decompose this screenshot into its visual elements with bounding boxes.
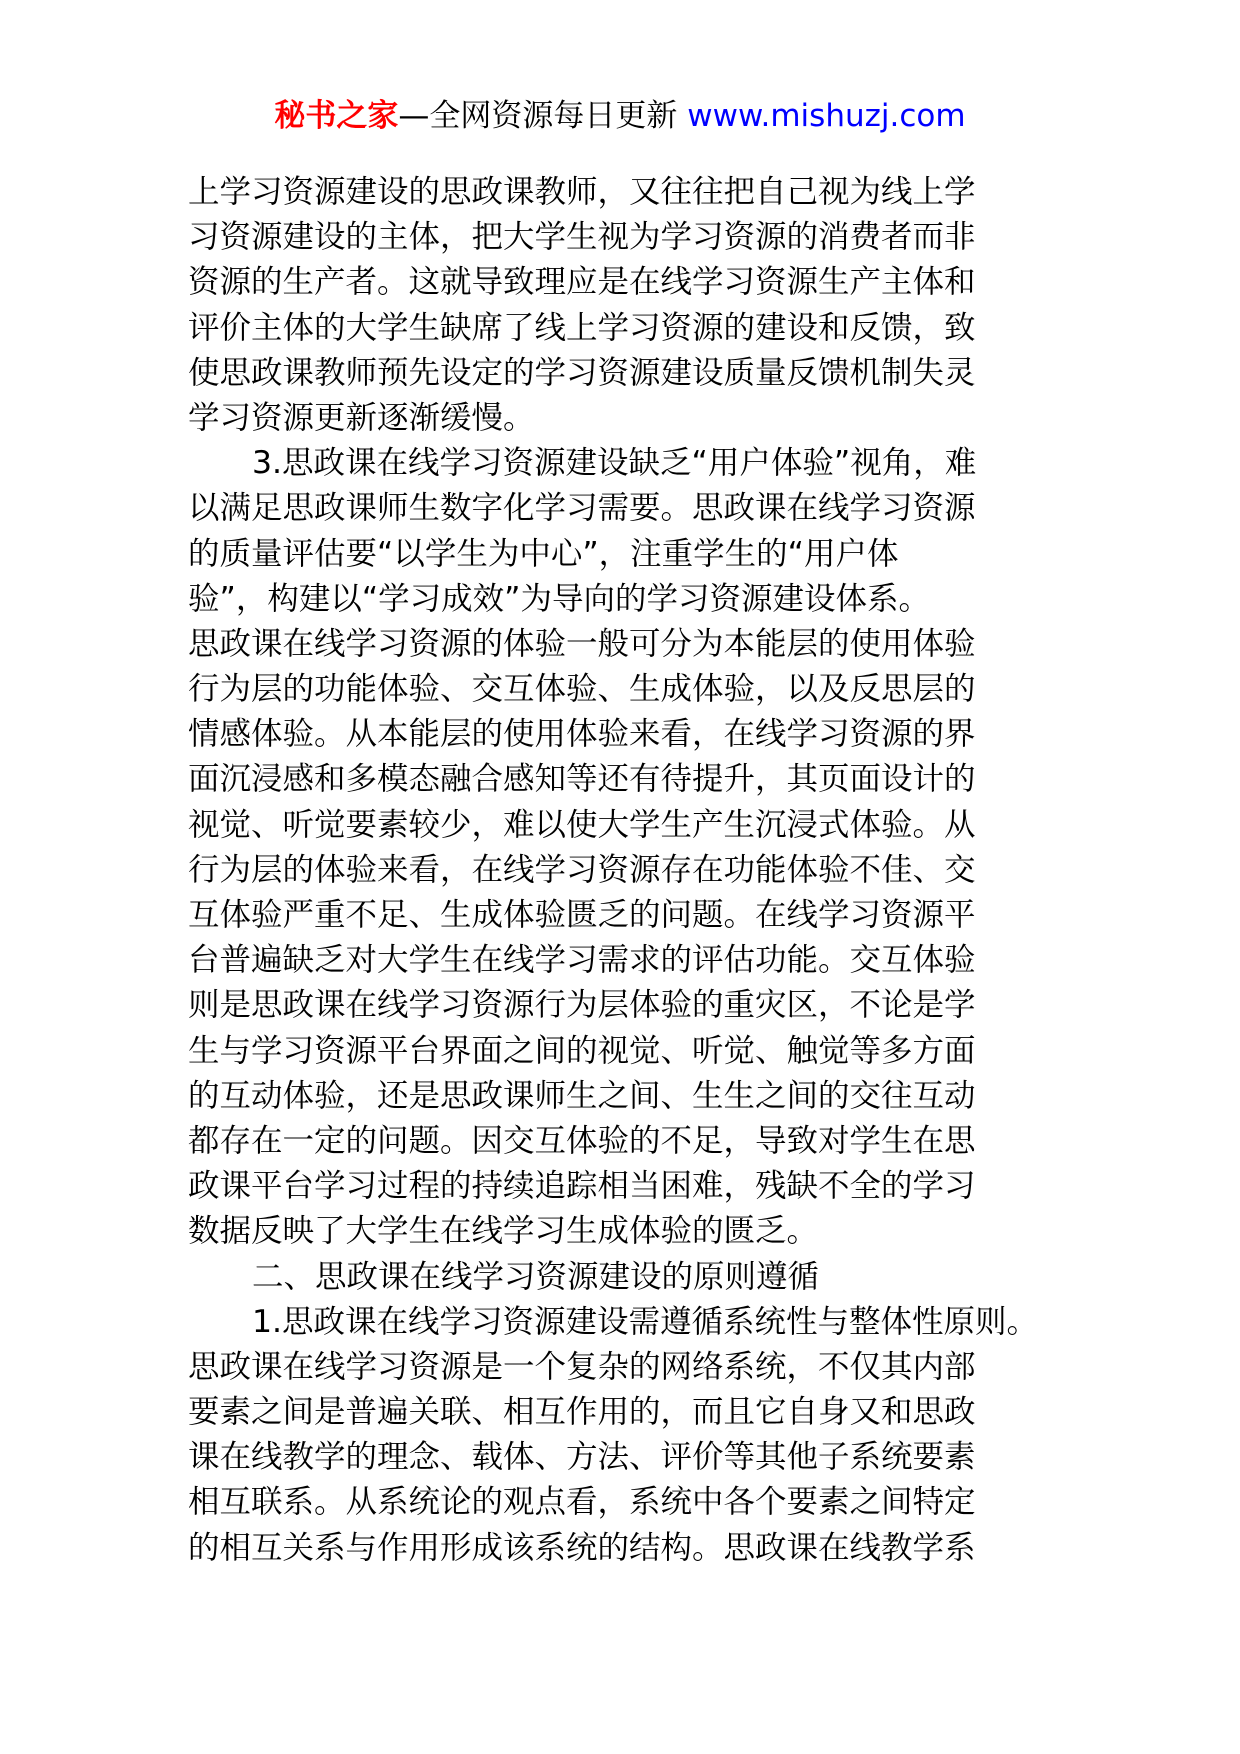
header-tagline: —全网资源每日更新 xyxy=(398,98,678,134)
text-line: 课在线教学的理念、载体、方法、评价等其他子系统要素 xyxy=(188,1439,976,1476)
site-url-link[interactable]: www.mishuzj.com xyxy=(687,98,966,134)
text-line: 生与学习资源平台界面之间的视觉、听觉、触觉等多方面 xyxy=(188,1032,976,1069)
text-line: 习资源建设的主体，把大学生视为学习资源的消费者而非 xyxy=(188,219,976,256)
site-header xyxy=(0,96,1240,136)
text-line: 政课平台学习过程的持续追踪相当困难，残缺不全的学习 xyxy=(188,1168,976,1205)
section-heading: 二、思政课在线学习资源建设的原则遵循 xyxy=(252,1258,820,1295)
text-line: 行为层的体验来看，在线学习资源存在功能体验不佳、交 xyxy=(188,851,976,888)
text-line: 的相互关系与作用形成该系统的结构。思政课在线教学系 xyxy=(188,1529,976,1566)
text-line: 互体验严重不足、生成体验匮乏的问题。在线学习资源平 xyxy=(188,897,976,933)
text-line: 都存在一定的问题。因交互体验的不足，导致对学生在思 xyxy=(188,1122,976,1159)
paragraph-start-line: 1.思政课在线学习资源建设需遵循系统性与整体性原则。 xyxy=(252,1303,1039,1340)
document-body xyxy=(188,170,1068,1571)
text-line: 思政课在线学习资源是一个复杂的网络系统，不仅其内部 xyxy=(188,1348,976,1385)
text-line: 视觉、听觉要素较少，难以使大学生产生沉浸式体验。从 xyxy=(188,806,976,843)
text-line: 的质量评估要“以学生为中心”，注重学生的“用户体 xyxy=(188,535,899,572)
text-line: 相互联系。从系统论的观点看，系统中各个要素之间特定 xyxy=(188,1484,976,1521)
brand-name: 秘书之家 xyxy=(274,98,399,134)
text-line: 学习资源更新逐渐缓慢。 xyxy=(188,399,535,436)
text-line: 台普遍缺乏对大学生在线学习需求的评估功能。交互体验 xyxy=(188,942,976,979)
text-line: 的互动体验，还是思政课师生之间、生生之间的交往互动 xyxy=(188,1077,976,1114)
text-line: 数据反映了大学生在线学习生成体验的匮乏。 xyxy=(188,1213,819,1250)
text-line: 以满足思政课师生数字化学习需要。思政课在线学习资源 xyxy=(188,490,976,527)
paragraph-start-line: 3.思政课在线学习资源建设缺乏“用户体验”视角，难 xyxy=(252,445,977,482)
text-line: 评价主体的大学生缺席了线上学习资源的建设和反馈，致 xyxy=(188,309,976,346)
text-line: 使思政课教师预先设定的学习资源建设质量反馈机制失灵 xyxy=(188,354,976,391)
text-line: 要素之间是普遍关联、相互作用的，而且它自身又和思政 xyxy=(188,1394,976,1431)
text-line: 验”，构建以“学习成效”为导向的学习资源建设体系。 xyxy=(188,580,930,617)
text-line: 上学习资源建设的思政课教师，又往往把自己视为线上学 xyxy=(188,174,976,210)
text-line: 面沉浸感和多模态融合感知等还有待提升，其页面设计的 xyxy=(188,761,976,798)
text-line: 则是思政课在线学习资源行为层体验的重灾区，不论是学 xyxy=(188,987,976,1024)
text-line: 资源的生产者。这就导致理应是在线学习资源生产主体和 xyxy=(188,264,976,301)
text-line: 行为层的功能体验、交互体验、生成体验，以及反思层的 xyxy=(188,671,976,708)
text-line: 思政课在线学习资源的体验一般可分为本能层的使用体验 xyxy=(188,625,976,662)
text-line: 情感体验。从本能层的使用体验来看，在线学习资源的界 xyxy=(188,716,976,753)
